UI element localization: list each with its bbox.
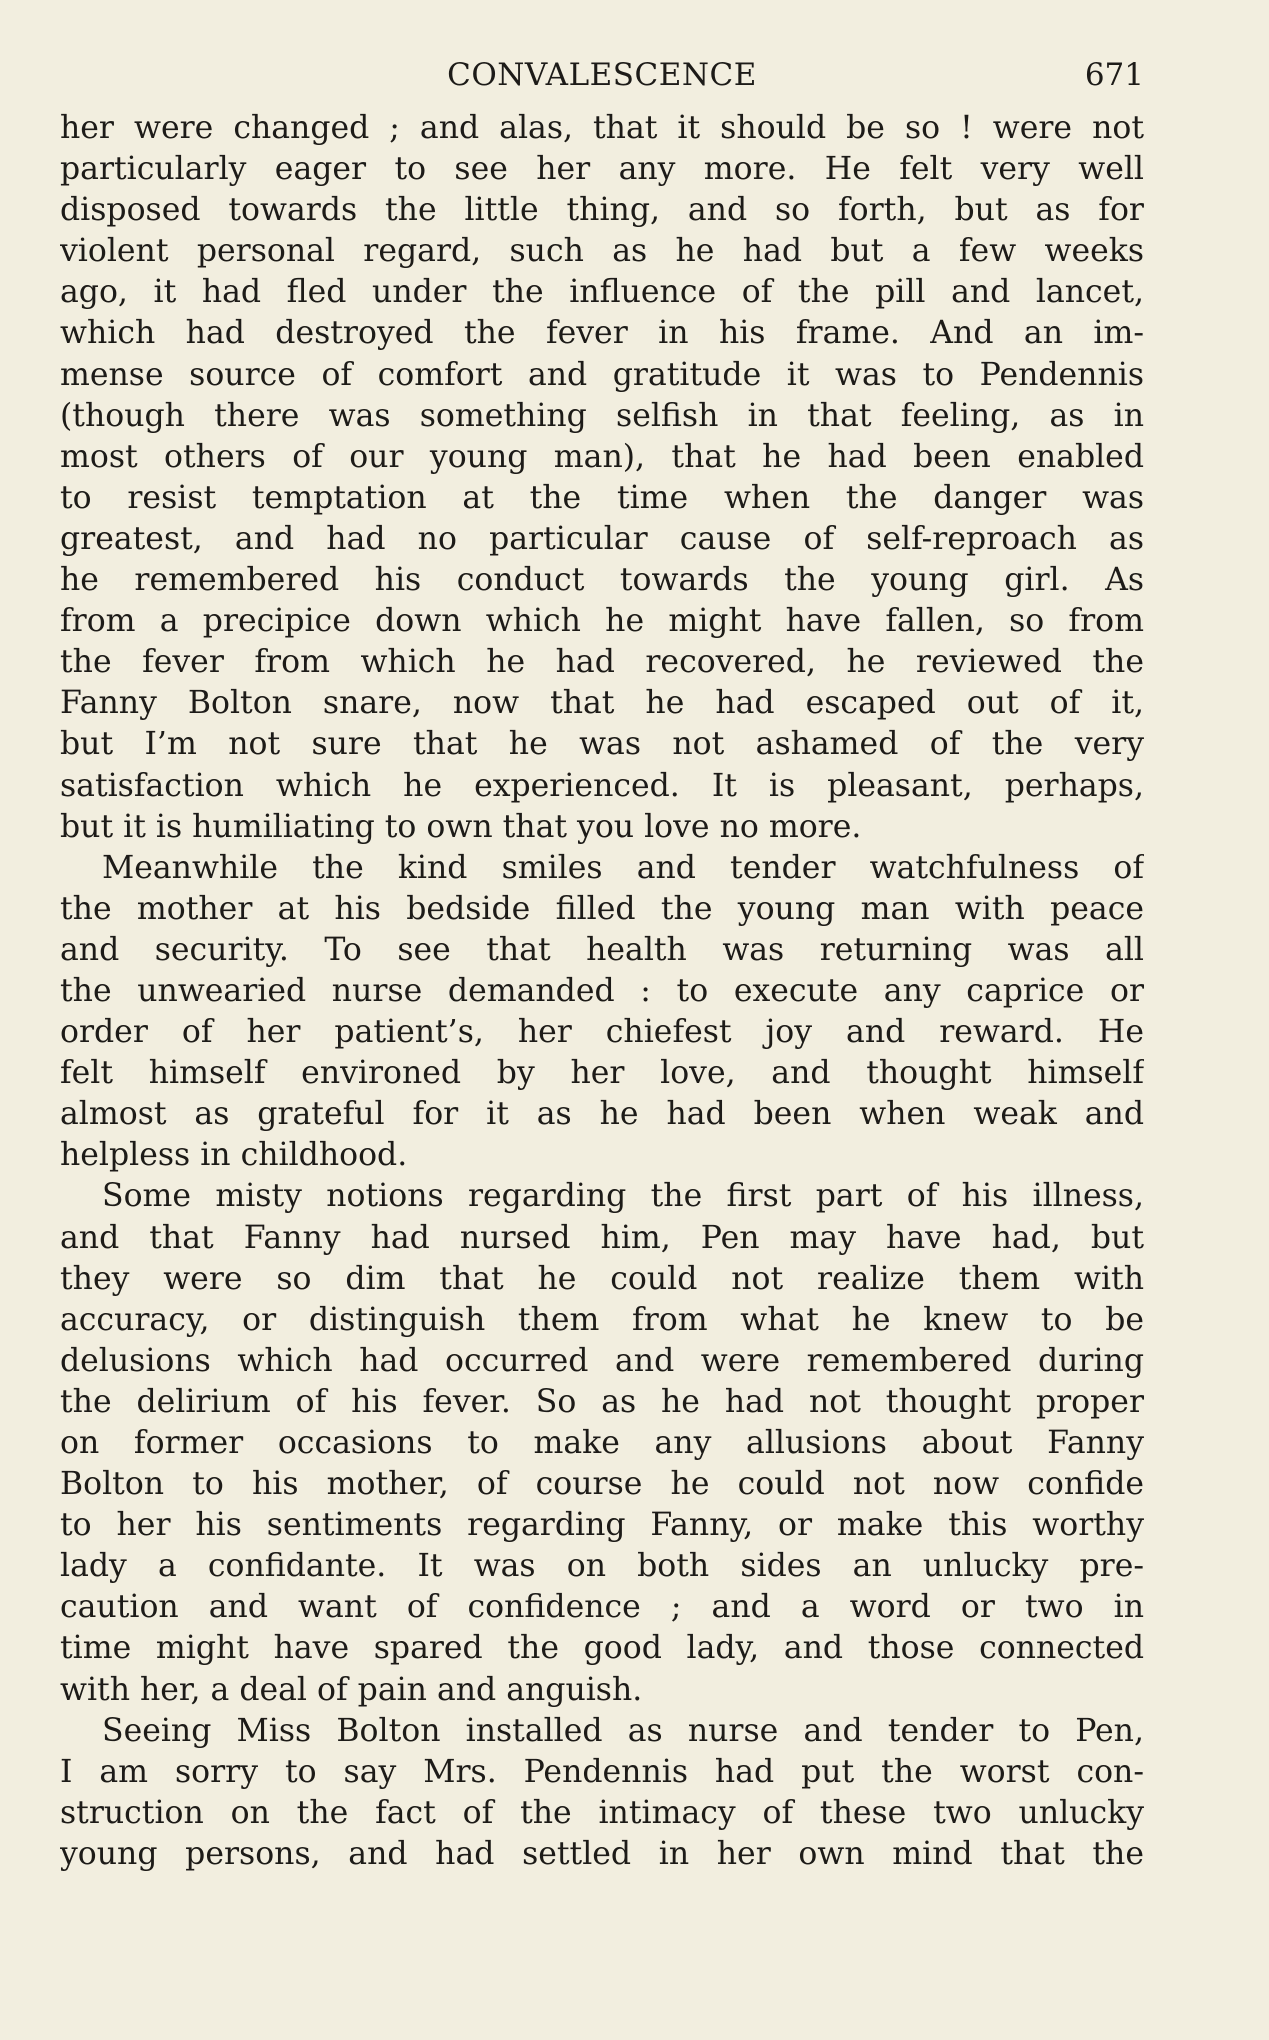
text-line: and security. To see that health was returning was all bbox=[60, 931, 1144, 968]
page-number: 671 bbox=[1084, 57, 1144, 93]
text-line: from a precipice down which he might have fallen, so from bbox=[60, 603, 1144, 640]
text-line: violent personal regard, such as he had but a few weeks bbox=[60, 233, 1144, 270]
text-line: her were changed ; and alas, that it should be so ! were not bbox=[60, 110, 1144, 146]
text-line: lady a confidante. It was on both sides an unlucky pre- bbox=[60, 1548, 1144, 1585]
text-line: he remembered his conduct towards the young girl. As bbox=[60, 562, 1144, 599]
text-line: but I’m not sure that he was not ashamed of the very bbox=[60, 726, 1144, 763]
text-line: greatest, and had no particular cause of self-reproach as bbox=[60, 520, 1144, 557]
text-line: the mother at his bedside filled the young man with peace bbox=[60, 890, 1144, 927]
text-line: felt himself environed by her love, and thought himself bbox=[60, 1055, 1144, 1092]
text-line: disposed towards the little thing, and so forth, but as for bbox=[60, 192, 1144, 229]
text-line: on former occasions to make any allusions about Fanny bbox=[60, 1425, 1144, 1461]
text-line: Bolton to his mother, of course he could not now confide bbox=[60, 1466, 1144, 1503]
text-line: with her, a deal of pain and anguish. bbox=[60, 1671, 643, 1708]
text-line: they were so dim that he could not realize them with bbox=[60, 1260, 1144, 1297]
text-line: and that Fanny had nursed him, Pen may have had, but bbox=[60, 1219, 1144, 1256]
text-line: particularly eager to see her any more. He felt very well bbox=[60, 151, 1144, 188]
text-line: helpless in childhood. bbox=[60, 1137, 408, 1174]
text-line: accuracy, or distinguish them from what he knew to be bbox=[60, 1301, 1144, 1338]
text-line: ago, it had fled under the influence of the pill and lancet, bbox=[60, 274, 1144, 311]
running-head bbox=[60, 54, 1144, 96]
text-line: almost as grateful for it as he had been when weak and bbox=[60, 1096, 1144, 1133]
text-line: Seeing Miss Bolton installed as nurse and tender to Pen, bbox=[102, 1712, 1144, 1749]
text-line: caution and want of confidence ; and a word or two in bbox=[60, 1589, 1144, 1626]
text-line: Some misty notions regarding the first part of his illness, bbox=[102, 1178, 1144, 1215]
text-line: Fanny Bolton snare, now that he had escaped out of it, bbox=[60, 685, 1144, 722]
text-line: but it is humiliating to own that you love no more. bbox=[60, 808, 862, 845]
text-line: I am sorry to say Mrs. Pendennis had put the worst con- bbox=[60, 1753, 1144, 1790]
text-line: to her his sentiments regarding Fanny, or make this worthy bbox=[60, 1507, 1144, 1544]
text-line: time might have spared the good lady, and those connected bbox=[60, 1630, 1144, 1667]
text-line: the delirium of his fever. So as he had not thought proper bbox=[60, 1383, 1144, 1420]
book-page bbox=[60, 54, 1144, 1875]
text-line: the fever from which he had recovered, he reviewed the bbox=[60, 644, 1144, 681]
text-line: most others of our young man), that he had been enabled bbox=[60, 438, 1144, 475]
text-line: which had destroyed the fever in his frame. And an im- bbox=[60, 315, 1144, 352]
text-line: mense source of comfort and gratitude it was to Pendennis bbox=[60, 356, 1144, 393]
text-line: to resist temptation at the time when the danger was bbox=[60, 479, 1144, 516]
text-line: struction on the fact of the intimacy of these two unlucky bbox=[60, 1794, 1144, 1831]
text-line: satisfaction which he experienced. It is pleasant, perhaps, bbox=[60, 767, 1144, 804]
text-line: the unwearied nurse demanded : to execute any caprice or bbox=[60, 972, 1144, 1009]
text-line: (though there was something selfish in that feeling, as in bbox=[60, 397, 1144, 434]
text-line: Meanwhile the kind smiles and tender watchfulness of bbox=[102, 849, 1144, 886]
text-line: delusions which had occurred and were remembered during bbox=[60, 1342, 1144, 1379]
body-text bbox=[60, 108, 1144, 1875]
text-line: young persons, and had settled in her own mind that the bbox=[60, 1835, 1144, 1872]
text-line: order of her patient’s, her chiefest joy and reward. He bbox=[60, 1014, 1144, 1051]
running-title: CONVALESCENCE bbox=[447, 57, 757, 93]
